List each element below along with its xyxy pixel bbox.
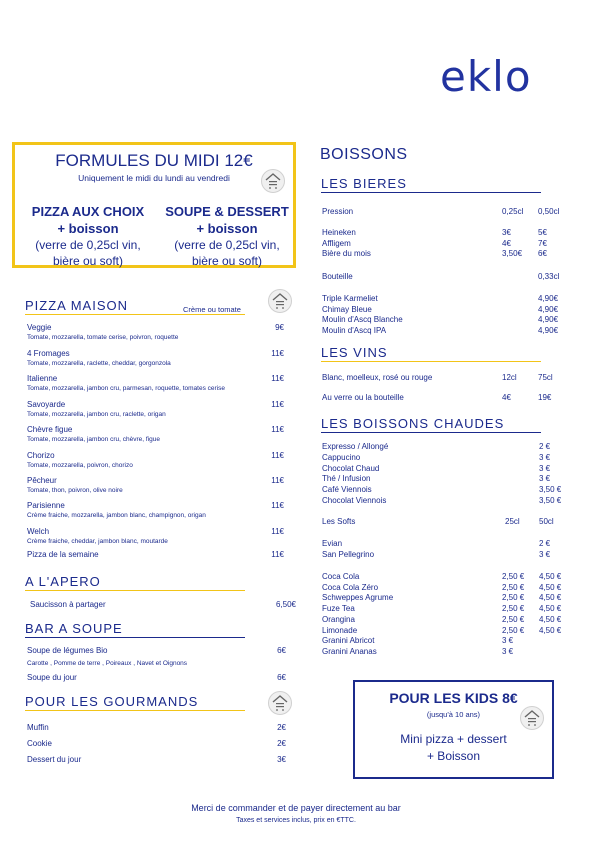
- pizza-item-price: 11€: [271, 550, 284, 559]
- vins-header-c1: 12cl: [502, 373, 517, 382]
- pizza-item-name: Welch: [27, 527, 50, 536]
- chaude-name: Cappucino: [322, 452, 361, 462]
- bouteille-price: 4,90€: [538, 326, 559, 335]
- eau-name: San Pellegrino: [322, 550, 375, 559]
- formules-title: FORMULES DU MIDI 12€: [55, 151, 253, 170]
- bieres-header-c2: 0,50cl: [538, 207, 560, 216]
- biere-name: Heineken: [322, 228, 356, 237]
- bieres-header-c1: 0,25cl: [502, 207, 524, 216]
- bouteille-name: Triple Karmeliet: [322, 294, 378, 303]
- soft-price-small: 2,50 €: [502, 604, 525, 614]
- soft-price-small: 2,50 €: [502, 593, 525, 603]
- vins-row-c2: 19€: [538, 393, 552, 402]
- soupe-heading: BAR A SOUPE: [25, 621, 123, 636]
- bouteille-name: Moulin d'Ascq IPA: [322, 326, 387, 335]
- gourmand-item-name: Dessert du jour: [27, 755, 82, 764]
- kids-line1: Mini pizza + dessert: [400, 732, 507, 746]
- eau-price: 2 €: [539, 539, 551, 548]
- biere-price-large: 7€: [538, 239, 547, 248]
- apero-heading: A L'APERO: [25, 574, 101, 589]
- vins-row-c1: 4€: [502, 393, 511, 402]
- formule-soupe-line1: SOUPE & DESSERT: [165, 204, 289, 219]
- gourmand-item-price: 2€: [277, 723, 286, 732]
- formule-soupe-line2: + boisson: [196, 221, 258, 236]
- soft-price-small: 3 €: [502, 646, 514, 656]
- vins-heading: LES VINS: [321, 345, 388, 360]
- bieres-heading: LES BIERES: [321, 176, 407, 191]
- house-logo-icon: [268, 691, 292, 715]
- formule-soupe: [158, 203, 296, 269]
- soft-price-large: 4,50 €: [539, 614, 562, 624]
- pizza-item-name: Chèvre figue: [27, 425, 73, 434]
- pizza-item-name: Pêcheur: [27, 476, 57, 485]
- formules-box: [12, 142, 296, 268]
- soft-price-small: 2,50 €: [502, 572, 525, 581]
- footer-line1: Merci de commander et de payer directement au bar: [191, 803, 401, 813]
- formule-soupe-line3: (verre de 0,25cl vin,: [174, 238, 280, 252]
- soft-name: Limonade: [322, 625, 358, 635]
- kids-line2: + Boisson: [426, 749, 481, 763]
- soft-price-large: 4,50 €: [539, 572, 562, 581]
- formule-pizza: [19, 203, 157, 269]
- soft-price-small: 2,50 €: [502, 582, 525, 592]
- pizza-item-price: 11€: [271, 501, 284, 510]
- biere-price-small: 3€: [502, 228, 511, 237]
- house-logo-icon: [261, 169, 285, 193]
- apero-heading-wrap: [25, 574, 245, 591]
- pizza-item-price: 11€: [271, 451, 284, 460]
- pizza-item-desc: Tomate, mozzarella, poivron, chorizo: [27, 462, 133, 469]
- soupe-item-name: Soupe de légumes Bio: [27, 646, 108, 655]
- soft-price-large: 4,50 €: [539, 625, 562, 635]
- chaude-price: 3 €: [539, 452, 551, 462]
- soupe-item-price: 6€: [277, 673, 286, 682]
- eau-price: 3 €: [539, 550, 551, 559]
- house-logo-icon: [268, 289, 292, 313]
- soft-price-small: 2,50 €: [502, 614, 525, 624]
- soft-name: Fuze Tea: [322, 604, 355, 614]
- footer-line2: Taxes et services inclus, prix en €TTC.: [236, 817, 356, 824]
- bieres-header-name: Pression: [322, 207, 354, 216]
- softs-header-c1: 25cl: [505, 517, 520, 526]
- chaude-price: 3 €: [539, 474, 551, 484]
- soft-name: Orangina: [322, 614, 355, 624]
- pizza-item-name: Italienne: [27, 374, 58, 383]
- formule-soupe-line4: bière ou soft): [191, 254, 263, 268]
- pizza-item-desc: Tomate, mozzarella, jambon cru, raclette, origan: [27, 411, 166, 418]
- soft-price-large: 4,50 €: [539, 582, 562, 592]
- bouteille-price: 4,90€: [538, 305, 559, 314]
- formules-subtitle: Uniquement le midi du lundi au vendredi: [78, 173, 230, 183]
- gourmands-heading: POUR LES GOURMANDS: [25, 694, 199, 709]
- pizza-item-desc: Tomate, thon, poivron, olive noire: [27, 487, 123, 494]
- chaude-name: Expresso / Allongé: [322, 442, 389, 451]
- soft-price-small: 3 €: [502, 636, 514, 646]
- chaude-name: Café Viennois: [322, 485, 372, 495]
- biere-price-small: 3,50€: [502, 249, 523, 258]
- formule-pizza-line2: + boisson: [57, 221, 119, 236]
- pizza-item-name: Pizza de la semaine: [27, 550, 99, 559]
- soft-price-small: 2,50 €: [502, 625, 525, 635]
- pizza-item-desc: Tomate, mozzarella, raclette, cheddar, gorgonzola: [27, 360, 171, 367]
- vins-row-name: Au verre ou la bouteille: [322, 393, 404, 402]
- soft-name: Granini Ananas: [322, 646, 377, 656]
- pizza-item-desc: Crème fraiche, mozzarella, jambon blanc, champignon, origan: [27, 512, 206, 519]
- chaude-price: 3,50 €: [539, 496, 562, 505]
- gourmand-item-name: Cookie: [27, 739, 52, 748]
- chaudes-heading: LES BOISSONS CHAUDES: [321, 416, 505, 431]
- pizza-item-desc: Tomate, mozzarella, tomate cerise, poivron, roquette: [27, 334, 179, 341]
- pizza-item-desc: Tomate, mozzarella, jambon cru, parmesan, roquette, tomates cerise: [27, 385, 225, 392]
- bouteille-size: 0,33cl: [538, 272, 560, 281]
- soupe-heading-wrap: [25, 621, 245, 638]
- soft-price-large: 4,50 €: [539, 604, 562, 614]
- pizza-item-price: 9€: [275, 323, 284, 332]
- pizza-item-name: Savoyarde: [27, 400, 66, 409]
- softs-header-c2: 50cl: [539, 517, 554, 526]
- pizza-item-price: 11€: [271, 349, 284, 358]
- chaude-price: 3,50 €: [539, 485, 562, 495]
- bouteille-name: Moulin d'Ascq Blanche: [322, 315, 403, 324]
- formule-pizza-line3: (verre de 0,25cl vin,: [35, 238, 141, 252]
- pizza-item-name: Veggie: [27, 323, 52, 332]
- pizza-item-desc: Crème fraiche, cheddar, jambon blanc, moutarde: [27, 538, 168, 545]
- gourmands-heading-wrap: [25, 694, 245, 711]
- apero-item-price: 6,50€: [275, 600, 296, 609]
- pizza-item-desc: Tomate, mozzarella, jambon cru, chèvre, figue: [27, 436, 160, 443]
- kids-subtitle: (jusqu'à 10 ans): [426, 710, 481, 719]
- softs-header-name: Les Softs: [322, 517, 356, 526]
- pizza-item-price: 11€: [271, 476, 284, 485]
- biere-name: Bière du mois: [322, 249, 371, 258]
- vins-header-name: Blanc, moelleux, rosé ou rouge: [322, 373, 433, 382]
- bouteille-label: Bouteille: [322, 272, 353, 281]
- apero-item-name: Saucisson à partager: [30, 600, 106, 609]
- pizza-item-name: 4 Fromages: [27, 349, 70, 358]
- pizza-note: Crème ou tomate: [183, 305, 241, 314]
- biere-price-large: 6€: [538, 249, 547, 258]
- pizza-item-price: 11€: [271, 374, 284, 383]
- chaudes-heading-wrap: [321, 416, 541, 433]
- soft-name: Coca Cola Zéro: [322, 582, 379, 592]
- biere-price-small: 4€: [502, 239, 511, 248]
- eau-name: Evian: [322, 539, 343, 548]
- pizza-item-price: 11€: [271, 400, 284, 409]
- chaude-price: 3 €: [539, 463, 551, 473]
- soupe-item-name: Soupe du jour: [27, 673, 77, 682]
- biere-price-large: 5€: [538, 228, 547, 237]
- pizza-item-name: Chorizo: [27, 451, 55, 460]
- bouteille-price: 4,90€: [538, 294, 559, 303]
- bieres-heading-wrap: [321, 176, 541, 193]
- chaude-name: Chocolat Chaud: [322, 463, 380, 473]
- pizza-item-name: Parisienne: [27, 501, 65, 510]
- formule-pizza-line1: PIZZA AUX CHOIX: [31, 204, 145, 219]
- chaude-name: Thé / Infusion: [322, 474, 371, 484]
- chaude-price: 2 €: [539, 442, 551, 451]
- brand-logo: eklo: [440, 52, 532, 101]
- chaude-name: Chocolat Viennois: [322, 496, 387, 505]
- gourmand-item-price: 3€: [277, 755, 286, 764]
- pizza-item-price: 11€: [271, 425, 284, 434]
- bouteille-name: Chimay Bleue: [322, 305, 372, 314]
- pizza-item-price: 11€: [271, 527, 284, 536]
- formule-pizza-line4: bière ou soft): [52, 254, 124, 268]
- boissons-title: BOISSONS: [320, 146, 408, 163]
- bouteille-price: 4,90€: [538, 315, 559, 324]
- soft-name: Schweppes Agrume: [322, 593, 394, 603]
- gourmand-item-name: Muffin: [27, 723, 49, 732]
- gourmand-item-price: 2€: [277, 739, 286, 748]
- vins-heading-wrap: [321, 345, 541, 362]
- vins-header-c2: 75cl: [538, 373, 553, 382]
- soft-price-large: 4,50 €: [539, 593, 562, 603]
- house-logo-icon: [520, 706, 544, 730]
- kids-box: [353, 680, 554, 779]
- soupe-item-price: 6€: [277, 646, 286, 655]
- soupe-item-desc: Carotte , Pomme de terre , Poireaux , Navet et Oignons: [27, 660, 188, 667]
- soft-name: Coca Cola: [322, 572, 360, 581]
- pizza-heading: PIZZA MAISON: [25, 298, 129, 313]
- biere-name: Affligem: [322, 239, 351, 248]
- soft-name: Granini Abricot: [322, 636, 375, 646]
- kids-title: POUR LES KIDS 8€: [389, 690, 518, 706]
